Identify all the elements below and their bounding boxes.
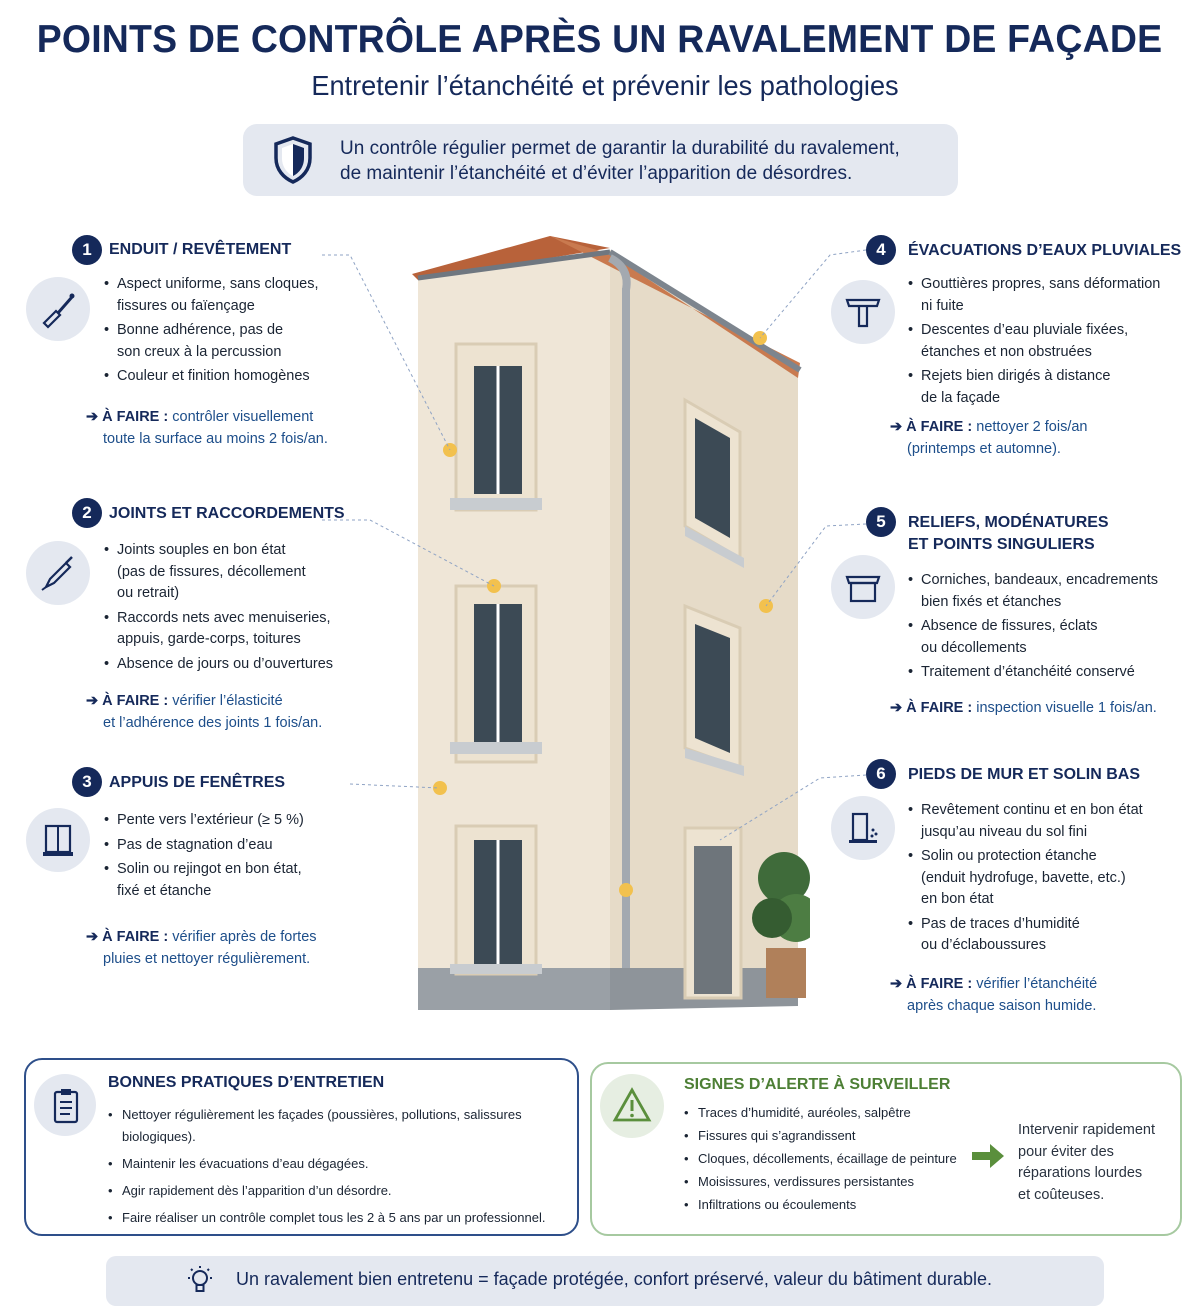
warning-signs-title: SIGNES D’ALERTE À SURVEILLER (684, 1076, 951, 1093)
list-item: • Fissures qui s’agrandissent (684, 1127, 974, 1145)
downpipe (622, 288, 630, 1008)
todo-note: ➔ À FAIRE : contrôler visuellement toute la surface au moins 2 fois/an. (86, 409, 328, 447)
todo-note: ➔ À FAIRE : vérifier l’étanchéité après chaque saison humide. (890, 976, 1098, 1014)
bullet-list (908, 800, 1168, 960)
marker-6 (619, 883, 633, 897)
marker-5 (759, 599, 773, 613)
list-item: • Couleur et finition homogènes (104, 366, 334, 388)
section-number-badge: 5 (866, 507, 896, 537)
list-item: • Pas de stagnation d’eau (104, 835, 334, 857)
section-title: ENDUIT / REVÊTEMENT (109, 241, 292, 258)
list-item: • Corniches, bandeaux, encadrements bien fixés et étanches (908, 570, 1168, 613)
marker-1 (443, 443, 457, 457)
warning-advice: Intervenir rapidement pour éviter des réparations lourdes et coûteuses. (1018, 1122, 1156, 1203)
todo-note: ➔ À FAIRE : vérifier l’élasticité et l’adhérence des joints 1 fois/an. (86, 693, 323, 731)
marker-3 (433, 781, 447, 795)
section-number-badge: 3 (72, 767, 102, 797)
todo-note: ➔ À FAIRE : nettoyer 2 fois/an (printemps et automne). (890, 419, 1088, 457)
warning-signs-list (684, 1104, 974, 1219)
list-item: • Pente vers l’extérieur (≥ 5 %) (104, 810, 334, 832)
list-item: • Descentes d’eau pluviale fixées, étanches et non obstruées (908, 320, 1168, 363)
building-illustration (410, 228, 810, 1018)
list-item: • Infiltrations ou écoulements (684, 1196, 974, 1214)
list-item: • Nettoyer régulièrement les façades (poussières, pollutions, salissures biologiques). (108, 1104, 578, 1148)
good-practices-title: BONNES PRATIQUES D’ENTRETIEN (108, 1074, 385, 1091)
intro-line-1: Un contrôle régulier permet de garantir la durabilité du ravalement, (340, 138, 900, 159)
bullet-list (104, 810, 334, 905)
bullet-list (908, 570, 1168, 687)
good-practices-list (108, 1104, 578, 1234)
section-title: RELIEFS, MODÉNATURES (908, 514, 1109, 531)
intro-banner (243, 124, 958, 196)
list-item: • Joints souples en bon état (pas de fissures, décollement ou retrait) (104, 540, 344, 605)
warning-triangle-icon (600, 1074, 664, 1138)
section-title: APPUIS DE FENÊTRES (109, 774, 286, 791)
footer-text: Un ravalement bien entretenu = façade protégée, confort préservé, valeur du bâtiment durable. (236, 1269, 992, 1289)
section-title: PIEDS DE MUR ET SOLIN BAS (908, 766, 1141, 783)
list-item: • Absence de jours ou d’ouvertures (104, 654, 344, 676)
page-subtitle: Entretenir l’étanchéité et prévenir les pathologies (311, 70, 899, 101)
list-item: • Bonne adhérence, pas de son creux à la percussion (104, 320, 334, 363)
section-title-line-2: ET POINTS SINGULIERS (908, 536, 1095, 553)
section-number-badge: 6 (866, 759, 896, 789)
marker-4 (753, 331, 767, 345)
section-title: ÉVACUATIONS D’EAUX PLUVIALES (908, 242, 1182, 259)
list-item: • Solin ou rejingot en bon état, fixé et étanche (104, 859, 334, 902)
section-number-badge: 2 (72, 498, 102, 528)
list-item: • Solin ou protection étanche (enduit hydrofuge, bavette, etc.) en bon état (908, 846, 1168, 911)
page-title: POINTS DE CONTRÔLE APRÈS UN RAVALEMENT DE FAÇADE (36, 18, 1163, 61)
clipboard-icon (34, 1074, 96, 1136)
list-item: • Maintenir les évacuations d’eau dégagées. (108, 1153, 578, 1175)
marker-2 (487, 579, 501, 593)
section-title: JOINTS ET RACCORDEMENTS (109, 505, 345, 522)
sealant-gun-icon (26, 541, 90, 605)
todo-note: ➔ À FAIRE : vérifier après de fortes pluies et nettoyer régulièrement. (86, 929, 317, 967)
wall-base-icon (831, 796, 895, 860)
list-item: • Pas de traces d’humidité ou d’éclaboussures (908, 914, 1168, 957)
bullet-list (908, 274, 1168, 412)
list-item: • Cloques, décollements, écaillage de peinture (684, 1150, 974, 1168)
list-item: • Moisissures, verdissures persistantes (684, 1173, 974, 1191)
list-item: • Gouttières propres, sans déformation ni fuite (908, 274, 1168, 317)
cornice-icon (831, 555, 895, 619)
section-number-badge: 4 (866, 235, 896, 265)
window-front-1 (450, 344, 542, 510)
todo-note: ➔ À FAIRE : inspection visuelle 1 fois/an. (890, 700, 1157, 716)
list-item: • Faire réaliser un contrôle complet tous les 2 à 5 ans par un professionnel. (108, 1207, 578, 1229)
footer-banner (106, 1256, 1104, 1306)
list-item: • Revêtement continu et en bon état jusqu’au niveau du sol fini (908, 800, 1168, 843)
bullet-list (104, 274, 334, 391)
lightbulb-icon (184, 1265, 216, 1297)
window-icon (26, 808, 90, 872)
list-item: • Rejets bien dirigés à distance de la façade (908, 366, 1168, 409)
section-number-badge: 1 (72, 235, 102, 265)
gutter-icon (831, 280, 895, 344)
arrow-right-icon (970, 1142, 1006, 1170)
list-item: • Raccords nets avec menuiseries, appuis, garde-corps, toitures (104, 608, 344, 651)
list-item: • Traitement d’étanchéité conservé (908, 662, 1168, 684)
window-side-2 (685, 606, 744, 776)
list-item: • Aspect uniforme, sans cloques, fissures ou faïençage (104, 274, 334, 317)
window-front-3 (450, 826, 542, 974)
window-front-2 (450, 586, 542, 762)
good-practices-box (24, 1058, 579, 1236)
trowel-icon (26, 277, 90, 341)
list-item: • Absence de fissures, éclats ou décollements (908, 616, 1168, 659)
warning-signs-box (590, 1062, 1182, 1236)
shield-icon (273, 136, 313, 184)
door-side (685, 828, 741, 998)
list-item: • Traces d’humidité, auréoles, salpêtre (684, 1104, 974, 1122)
bullet-list (104, 540, 344, 678)
list-item: • Agir rapidement dès l’apparition d’un désordre. (108, 1180, 578, 1202)
intro-line-2: de maintenir l’étanchéité et d’éviter l’apparition de désordres. (340, 163, 853, 184)
